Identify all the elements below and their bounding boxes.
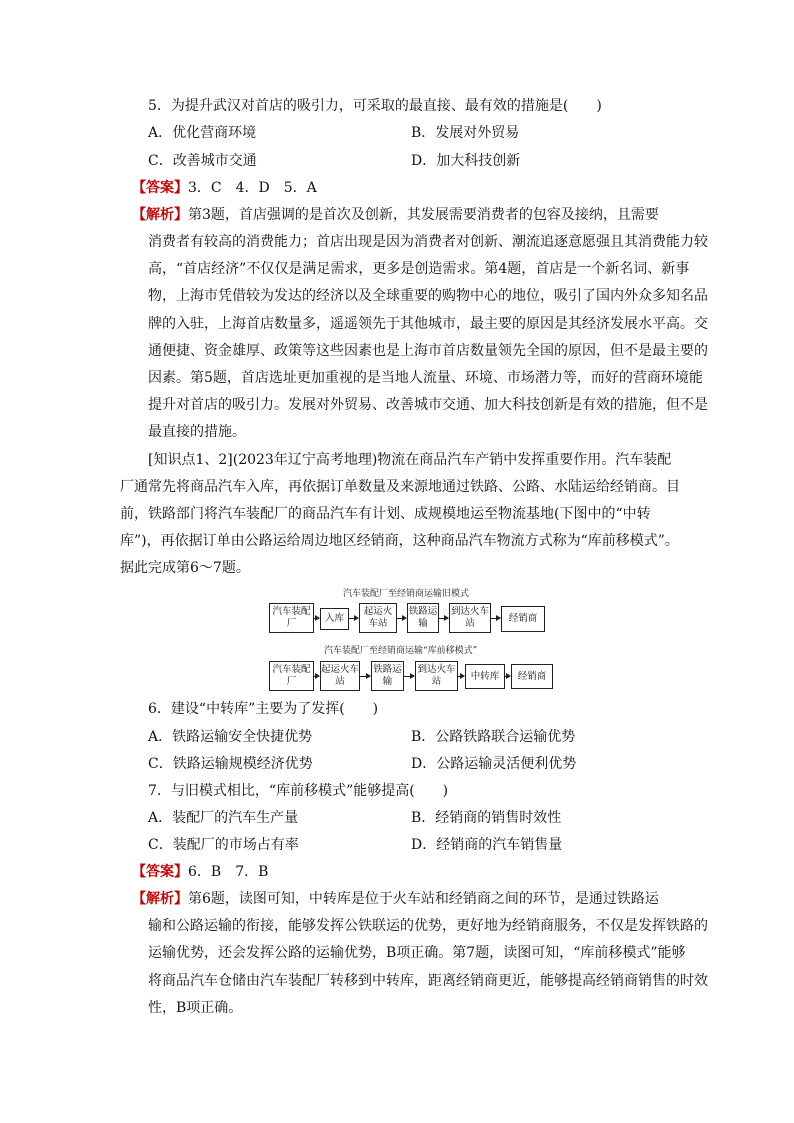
analysis-2-line-4: 将商品汽车仓储由汽车装配厂转移到中转库，距离经销商更近，能够提高经销商销售的时效 (148, 973, 708, 989)
new-box-arrival-station: 到达火车站 (415, 661, 458, 691)
old-box-arrival-station: 到达火车站 (449, 603, 491, 633)
q7-option-c: C．装配厂的市场占有率 (148, 837, 299, 853)
analysis-1-line-9: 最直接的措施。 (148, 424, 246, 440)
analysis-2-line-3: 运输优势，还会发挥公路的运输优势，B项正确。第7题，读图可知，“库前移模式”能够 (148, 945, 686, 961)
answer-text: 6．B 7．B (188, 864, 269, 880)
analysis-2-line-5: 性，B项正确。 (148, 1000, 243, 1016)
analysis-tag: 【解析】 (132, 207, 188, 223)
analysis-1-line-1: 【解析】第3题，首店强调的是首次及创新，其发展需要消费者的包容及接纳，且需要 (132, 207, 659, 223)
q7-stem: 7．与旧模式相比，“库前移模式”能够提高( ) (148, 783, 449, 799)
intro-line-4: 库”)，再依据订单由公路运给周边地区经销商，这种商品汽车物流方式称为“库前移模式”。 (120, 533, 679, 549)
old-box-storage: 入库 (320, 608, 349, 630)
intro-line-5: 据此完成第6～7题。 (120, 560, 250, 576)
arrow (349, 618, 358, 619)
q6-option-c: C．铁路运输规模经济优势 (148, 756, 313, 772)
new-box-departure-station: 起运火车站 (320, 661, 360, 691)
intro-line-1: [知识点1、2](2023年辽宁高考地理)物流在商品汽车产销中发挥重要作用。汽车装配 (148, 452, 672, 468)
answer-tag: 【答案】 (132, 864, 188, 880)
old-box-departure-station: 起运火车站 (359, 603, 397, 633)
answer-block-1 (132, 178, 317, 198)
intro-line-2: 厂通常先将商品汽车入库，再依据订单数量及来源地通过铁路、公路、水陆运给经销商。目 (120, 479, 680, 495)
arrow (505, 676, 510, 677)
arrow (397, 618, 406, 619)
q6-option-d: D．公路运输灵活便利优势 (411, 756, 577, 772)
arrow (439, 618, 448, 619)
new-box-dealer: 经销商 (511, 664, 553, 689)
q6-option-b: B．公路铁路联合运输优势 (411, 729, 576, 745)
old-box-factory: 汽车装配厂 (269, 603, 314, 633)
answer-block-2 (132, 862, 268, 882)
q7-option-b: B．经销商的销售时效性 (411, 810, 562, 826)
analysis-2-line-1: 【解析】第6题，读图可知，中转库是位于火车站和经销商之间的环节，是通过铁路运 (132, 891, 659, 907)
q5-option-d: D．加大科技创新 (411, 153, 521, 169)
analysis-1-line-4: 物，上海市凭借较为发达的经济以及全球重要的购物中心的地位，吸引了国内外众多知名品 (148, 288, 708, 304)
q5-option-b: B．发展对外贸易 (411, 125, 520, 141)
old-box-rail-transport: 铁路运输 (407, 603, 439, 633)
new-box-factory: 汽车装配厂 (269, 661, 314, 691)
intro-line-3: 前，铁路部门将汽车装配厂的商品汽车有计划、成规模地运至物流基地(下图中的“中转 (120, 506, 651, 522)
analysis-1-line-3: 高，“首店经济”不仅仅是满足需求，更多是创造需求。第4题，首店是一个新名词、新事 (148, 261, 690, 277)
arrow (404, 676, 414, 677)
answer-tag: 【答案】 (132, 180, 188, 196)
new-box-rail-transport: 铁路运输 (371, 661, 404, 691)
q5-option-a: A．优化营商环境 (148, 125, 257, 141)
arrow (458, 676, 464, 677)
analysis-tag: 【解析】 (132, 891, 188, 907)
arrow (314, 676, 319, 677)
q5-option-c: C．改善城市交通 (148, 153, 257, 169)
answer-text: 3．C 4．D 5．A (188, 180, 317, 196)
analysis-1-line-8: 提升对首店的吸引力。发展对外贸易、改善城市交通、加大科技创新是有效的措施，但不是 (148, 397, 708, 413)
analysis-1-line-2: 消费者有较高的消费能力；首店出现是因为消费者对创新、潮流追逐意愿强且其消费能力较 (148, 234, 708, 250)
analysis-1-line-7: 因素。第5题，首店选址更加重视的是当地人流量、环境、市场潜力等，而好的营商环境能 (148, 370, 703, 386)
arrow (491, 618, 500, 619)
analysis-1-line-6: 通便捷、资金雄厚、政策等这些因素也是上海市首店数量领先全国的原因，但不是最主要的 (148, 343, 708, 359)
arrow (360, 676, 370, 677)
diagram-title-new: 汽车装配厂至经销商运输“库前移模式” (324, 646, 478, 656)
arrow (314, 618, 319, 619)
diagram-title-old: 汽车装配厂至经销商运输旧模式 (343, 589, 470, 599)
q7-option-a: A．装配厂的汽车生产量 (148, 810, 299, 826)
analysis-2-line-2: 输和公路运输的衔接，能够发挥公铁联运的优势，更好地为经销商服务，不仅是发挥铁路的 (148, 918, 708, 934)
q6-option-a: A．铁路运输安全快捷优势 (148, 729, 313, 745)
old-box-dealer: 经销商 (501, 606, 545, 632)
q6-stem: 6．建设“中转库”主要为了发挥( ) (148, 701, 379, 717)
new-box-transfer-warehouse: 中转库 (465, 664, 505, 689)
q7-option-d: D．经销商的汽车销售量 (411, 837, 563, 853)
analysis-1-line-5: 牌的入驻，上海首店数量多，遥遥领先于其他城市，最主要的原因是其经济发展水平高。交 (148, 316, 708, 332)
q5-stem: 5．为提升武汉对首店的吸引力，可采取的最直接、最有效的措施是( ) (148, 98, 602, 114)
